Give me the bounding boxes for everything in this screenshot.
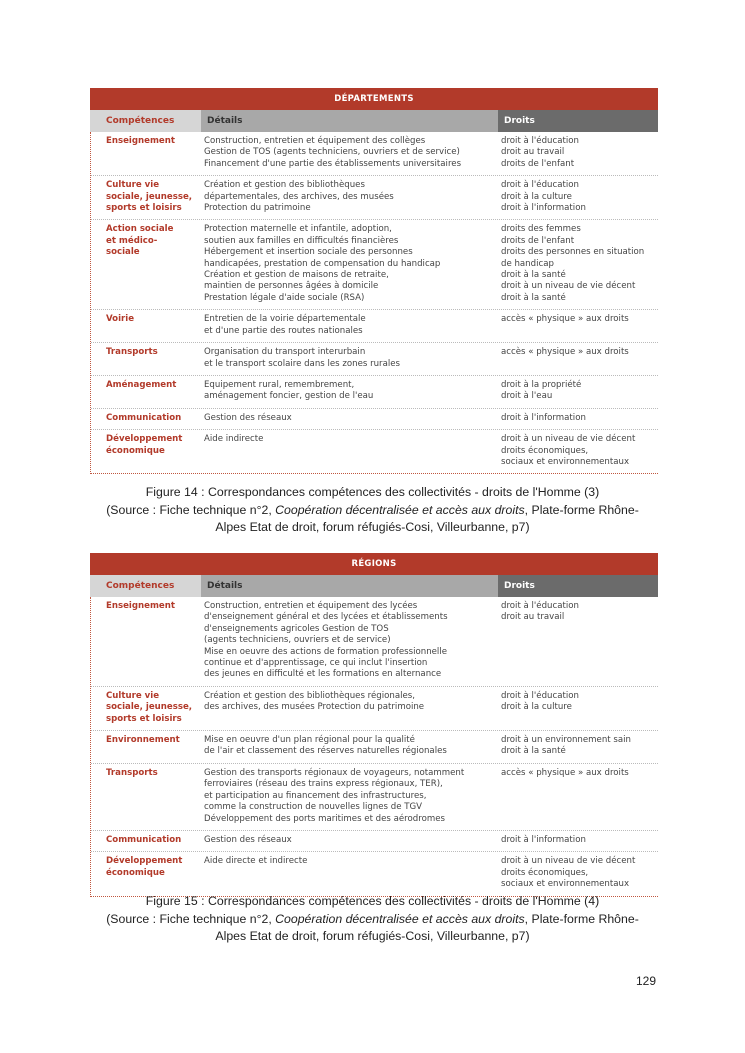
source-suffix: , Plate-forme Rhône-: [524, 502, 639, 517]
competence-cell: [91, 224, 201, 304]
cell-line: sociale, jeunesse,: [106, 191, 193, 202]
caption-source-line2: Alpes Etat de droit, forum réfugiés-Cosi, Villeurbanne, p7): [215, 520, 530, 534]
cell-line: départementales, des archives, des musées: [204, 191, 394, 202]
cell-line: droit à l'information: [501, 203, 586, 214]
cell-line: droit à un niveau de vie décent: [501, 281, 636, 292]
cell-line: droits des femmes: [501, 224, 581, 235]
figure-14-caption: [0, 484, 745, 537]
source-title: Coopération décentralisée et accès aux droits: [275, 911, 525, 926]
cell-line: droits de l'enfant: [501, 235, 575, 246]
droits-cell: [498, 314, 658, 337]
figure-15-caption: [0, 893, 745, 946]
caption-title: Figure 15 : Correspondances compétences des collectivités - droits de l'Homme (4): [145, 894, 600, 908]
cell-line: Equipement rural, remembrement,: [204, 379, 355, 390]
column-header: Compétences: [90, 575, 201, 597]
column-header: Droits: [498, 575, 658, 597]
cell-line: droit à la propriété: [501, 379, 582, 390]
table-body: [90, 597, 658, 897]
table-title: DÉPARTEMENTS: [90, 88, 658, 110]
table-row: [91, 409, 658, 430]
column-header: Droits: [498, 110, 658, 132]
table-row: [91, 597, 658, 687]
droits-cell: [498, 413, 658, 424]
cell-line: de l'air et classement des réserves naturelles régionales: [204, 746, 447, 757]
table-row: [91, 831, 658, 852]
cell-line: d'enseignements agricoles Gestion de TOS: [204, 623, 389, 634]
cell-line: et participation au financement des infrastructures,: [204, 790, 427, 801]
cell-line: Développement: [106, 434, 183, 445]
droits-cell: [498, 601, 658, 681]
droits-cell: [498, 856, 658, 890]
cell-line: droit à l'information: [501, 412, 586, 423]
table-body: [90, 132, 658, 474]
table-regions: [90, 553, 658, 897]
table-row: [91, 132, 658, 176]
caption-source: [0, 911, 745, 929]
caption-source-line2: Alpes Etat de droit, forum réfugiés-Cosi, Villeurbanne, p7): [215, 929, 530, 943]
cell-line: (agents techniciens, ouvriers et de service): [204, 635, 391, 646]
cell-line: Construction, entretien et équipement des lycées: [204, 601, 418, 611]
cell-line: maintien de personnes âgées à domicile: [204, 281, 379, 292]
cell-line: Culture vie: [106, 690, 160, 701]
cell-line: droit à l'éducation: [501, 601, 579, 611]
details-cell: [201, 768, 498, 825]
caption-source: [0, 502, 745, 520]
details-cell: [201, 434, 498, 468]
cell-line: sociale, jeunesse,: [106, 702, 193, 713]
cell-line: Enseignement: [106, 136, 175, 146]
table-row: [91, 852, 658, 895]
cell-line: Création et gestion des bibliothèques régionales,: [204, 690, 416, 701]
cell-line: sports et loisirs: [106, 713, 182, 724]
cell-line: économique: [106, 867, 165, 878]
cell-line: sports et loisirs: [106, 203, 182, 214]
cell-line: Gestion des réseaux: [204, 412, 292, 423]
cell-line: Gestion des transports régionaux de voyageurs, notamment: [204, 767, 465, 778]
table-row: [91, 220, 658, 310]
cell-line: Entretien de la voirie départementale: [204, 314, 366, 325]
cell-line: et médico-: [106, 235, 158, 246]
competence-cell: [91, 314, 201, 337]
cell-line: Gestion des réseaux: [204, 834, 292, 845]
cell-line: Transports: [106, 767, 158, 778]
details-cell: [201, 380, 498, 403]
cell-line: droits économiques,: [501, 867, 589, 878]
cell-line: droit à l'éducation: [501, 690, 579, 701]
droits-cell: [498, 224, 658, 304]
cell-line: Création et gestion des bibliothèques: [204, 180, 365, 191]
cell-line: Action sociale: [106, 224, 174, 235]
details-cell: [201, 835, 498, 846]
cell-line: Voirie: [106, 314, 135, 325]
cell-line: Construction, entretien et équipement des collèges: [204, 136, 426, 146]
cell-line: droit à un environnement sain: [501, 735, 631, 746]
details-cell: [201, 413, 498, 424]
cell-line: droit au travail: [501, 147, 565, 158]
column-headers: [90, 110, 658, 132]
cell-line: sociaux et environnementaux: [501, 879, 630, 890]
competence-cell: [91, 856, 201, 890]
column-header: Détails: [201, 110, 498, 132]
cell-line: droits de l'enfant: [501, 158, 575, 169]
droits-cell: [498, 691, 658, 725]
cell-line: droit à un niveau de vie décent: [501, 434, 636, 445]
cell-line: d'enseignement général et des lycées et établissements: [204, 612, 448, 623]
cell-line: accès « physique » aux droits: [501, 347, 629, 358]
details-cell: [201, 691, 498, 725]
cell-line: Protection du patrimoine: [204, 203, 311, 214]
cell-line: Mise en oeuvre d'un plan régional pour la qualité: [204, 735, 415, 746]
details-cell: [201, 601, 498, 681]
cell-line: Transports: [106, 347, 158, 358]
caption-title: Figure 14 : Correspondances compétences des collectivités - droits de l'Homme (3): [145, 485, 600, 499]
competence-cell: [91, 434, 201, 468]
competence-cell: [91, 601, 201, 681]
details-cell: [201, 856, 498, 890]
droits-cell: [498, 434, 658, 468]
cell-line: accès « physique » aux droits: [501, 314, 629, 325]
cell-line: Création et gestion de maisons de retraite,: [204, 270, 389, 281]
cell-line: continue et d'apprentissage, ce qui inclut l'insertion: [204, 658, 428, 669]
cell-line: droit à la culture: [501, 702, 572, 713]
cell-line: Protection maternelle et infantile, adoption,: [204, 224, 392, 235]
cell-line: Aide directe et indirecte: [204, 856, 308, 867]
cell-line: Aménagement: [106, 379, 177, 390]
cell-line: Développement des ports maritimes et des aérodromes: [204, 813, 445, 824]
cell-line: droit à l'eau: [501, 391, 553, 402]
cell-line: droit à un niveau de vie décent: [501, 856, 636, 867]
cell-line: Financement d'une partie des établissements universitaires: [204, 158, 462, 169]
competence-cell: [91, 768, 201, 825]
competence-cell: [91, 347, 201, 370]
table-row: [91, 343, 658, 376]
page-number: 129: [636, 974, 657, 988]
table-row: [91, 687, 658, 731]
cell-line: de handicap: [501, 258, 554, 269]
competence-cell: [91, 835, 201, 846]
cell-line: droits des personnes en situation: [501, 247, 645, 258]
cell-line: comme la construction de nouvelles lignes de TGV: [204, 802, 423, 813]
cell-line: aménagement foncier, gestion de l'eau: [204, 391, 374, 402]
cell-line: ferroviaires (réseau des trains express régionaux, TER),: [204, 779, 443, 790]
cell-line: droit à la santé: [501, 292, 566, 303]
droits-cell: [498, 380, 658, 403]
cell-line: droit à l'information: [501, 834, 586, 845]
cell-line: Mise en oeuvre des actions de formation professionnelle: [204, 646, 447, 657]
competence-cell: [91, 380, 201, 403]
source-suffix: , Plate-forme Rhône-: [524, 911, 639, 926]
table-row: [91, 176, 658, 220]
cell-line: accès « physique » aux droits: [501, 767, 629, 778]
competence-cell: [91, 413, 201, 424]
source-title: Coopération décentralisée et accès aux droits: [275, 502, 525, 517]
details-cell: [201, 347, 498, 370]
cell-line: économique: [106, 445, 165, 456]
cell-line: des jeunes en difficulté et les formations en alternance: [204, 669, 442, 680]
cell-line: Enseignement: [106, 601, 175, 611]
details-cell: [201, 224, 498, 304]
droits-cell: [498, 136, 658, 170]
cell-line: Culture vie: [106, 180, 160, 191]
cell-line: droits économiques,: [501, 445, 589, 456]
cell-line: Gestion de TOS (agents techniciens, ouvriers et de service): [204, 147, 460, 158]
details-cell: [201, 735, 498, 758]
cell-line: Hébergement et insertion sociale des personnes: [204, 247, 413, 258]
cell-line: droit à la santé: [501, 746, 566, 757]
column-header: Détails: [201, 575, 498, 597]
cell-line: handicapées, prestation de compensation du handicap: [204, 258, 441, 269]
source-prefix: (Source : Fiche technique n°2,: [106, 911, 276, 926]
droits-cell: [498, 347, 658, 370]
competence-cell: [91, 735, 201, 758]
droits-cell: [498, 835, 658, 846]
cell-line: et d'une partie des routes nationales: [204, 325, 363, 336]
details-cell: [201, 314, 498, 337]
details-cell: [201, 180, 498, 214]
cell-line: et le transport scolaire dans les zones rurales: [204, 358, 401, 369]
cell-line: Organisation du transport interurbain: [204, 347, 366, 358]
table-title: RÉGIONS: [90, 553, 658, 575]
cell-line: droit à la culture: [501, 191, 572, 202]
cell-line: sociale: [106, 247, 140, 258]
cell-line: Développement: [106, 856, 183, 867]
cell-line: droit à l'éducation: [501, 180, 579, 191]
competence-cell: [91, 136, 201, 170]
cell-line: droit au travail: [501, 612, 565, 623]
cell-line: droit à l'éducation: [501, 136, 579, 146]
column-headers: [90, 575, 658, 597]
cell-line: Communication: [106, 834, 182, 845]
table-row: [91, 310, 658, 343]
table-row: [91, 430, 658, 473]
competence-cell: [91, 691, 201, 725]
cell-line: Environnement: [106, 735, 180, 746]
cell-line: sociaux et environnementaux: [501, 456, 630, 467]
droits-cell: [498, 735, 658, 758]
column-header: Compétences: [90, 110, 201, 132]
table-row: [91, 376, 658, 409]
cell-line: Aide indirecte: [204, 434, 264, 445]
cell-line: Prestation légale d'aide sociale (RSA): [204, 292, 365, 303]
cell-line: droit à la santé: [501, 270, 566, 281]
droits-cell: [498, 180, 658, 214]
table-departements: [90, 88, 658, 474]
droits-cell: [498, 768, 658, 825]
source-prefix: (Source : Fiche technique n°2,: [106, 502, 276, 517]
cell-line: soutien aux familles en difficultés financières: [204, 235, 399, 246]
table-row: [91, 764, 658, 831]
competence-cell: [91, 180, 201, 214]
cell-line: des archives, des musées Protection du patrimoine: [204, 702, 425, 713]
table-row: [91, 731, 658, 764]
cell-line: Communication: [106, 412, 182, 423]
details-cell: [201, 136, 498, 170]
